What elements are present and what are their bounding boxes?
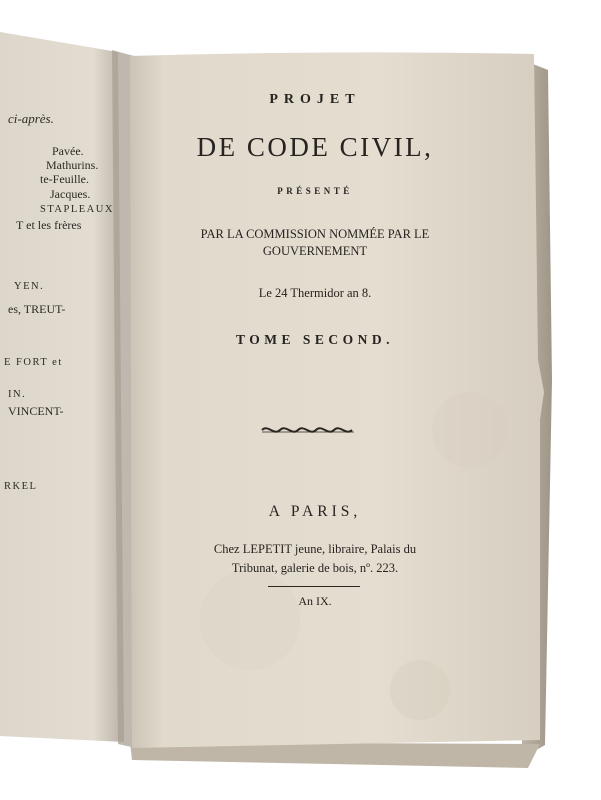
left-page <box>0 32 124 742</box>
left-line: ci-après. <box>8 111 54 126</box>
subheading-presente: PRÉSENTÉ <box>277 186 353 196</box>
left-line: Pavée. <box>52 144 84 158</box>
left-line: T et les frères <box>16 218 82 232</box>
publication-year: An IX. <box>298 594 332 608</box>
left-line: Jacques. <box>50 187 91 201</box>
heading-projet: PROJET <box>269 92 361 107</box>
commission-line: GOUVERNEMENT <box>262 244 368 258</box>
commission-text <box>160 226 470 260</box>
divider-rule <box>268 586 360 587</box>
volume-title: TOME SECOND. <box>235 332 395 347</box>
heading-code-civil: DE CODE CIVIL, <box>196 132 434 162</box>
left-line: te-Feuille. <box>40 172 89 186</box>
left-line: VINCENT- <box>8 404 64 418</box>
commission-line: PAR LA COMMISSION NOMMÉE PAR LE <box>200 227 430 241</box>
left-line: E FORT et <box>4 357 63 368</box>
publisher-text <box>160 540 470 578</box>
left-line: Mathurins. <box>46 158 99 172</box>
publisher-line: Tribunat, galerie de bois, nº. 223. <box>231 561 399 575</box>
left-line: IN. <box>8 389 27 400</box>
place-of-publication: A PARIS, <box>268 503 362 520</box>
date-line: Le 24 Thermidor an 8. <box>258 286 372 300</box>
publisher-line: Chez LEPETIT jeune, libraire, Palais du <box>213 542 417 556</box>
left-line: RKEL <box>4 481 38 492</box>
left-line: es, TREUT- <box>8 302 66 316</box>
left-line: STAPLEAUX <box>40 204 114 215</box>
left-line: YEN. <box>14 281 45 292</box>
